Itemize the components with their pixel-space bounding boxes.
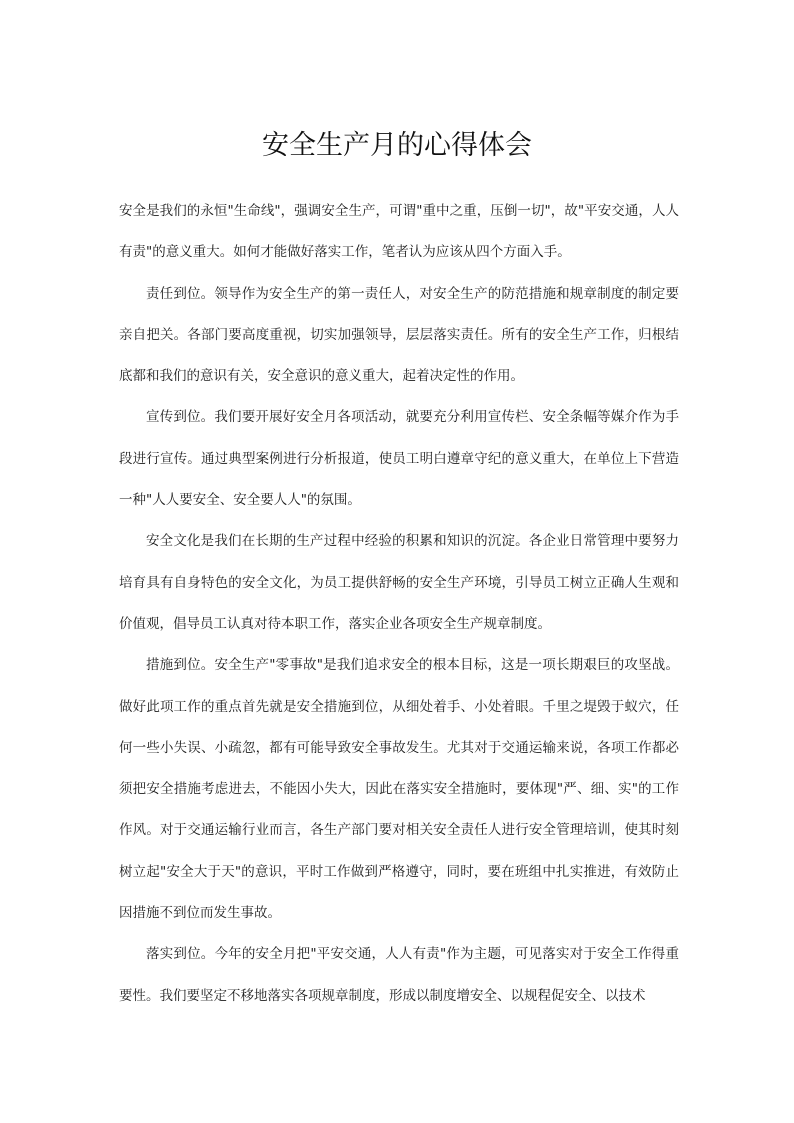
paragraph-measures: 措施到位。安全生产"零事故"是我们追求安全的根本目标，这是一项长期艰巨的攻坚战。做好此项工作的重点首先就是安全措施到位，从细处着手、小处着眼。千里之堤毁于蚁穴，任何一些小失误、小疏忽，都有可能导致安全事故发生。尤其对于交通运输来说，各项工作都必须把安全措施考虑进去，不能因小失大，因此在落实安全措施时，要体现"严、细、实"的工作作风。对于交通运输行业而言，各生产部门要对相关安全责任人进行安全管理培训，使其时刻树立起"安全大于天"的意识，平时工作做到严格遵守，同时，要在班组中扎实推进，有效防止因措施不到位而发生事故。 [119,657,679,922]
paragraph-responsibility: 责任到位。领导作为安全生产的第一责任人，对安全生产的防范措施和规章制度的制定要亲自把关。各部门要高度重视，切实加强领导，层层落实责任。所有的安全生产工作，归根结底都和我们的意识有关，安全意识的意义重大，起着决定性的作用。 [119,285,679,385]
document-body [119,191,679,1017]
paragraph-publicity: 宣传到位。我们要开展好安全月各项活动，就要充分利用宣传栏、安全条幅等媒介作为手段进行宣传。通过典型案例进行分析报道，使员工明白遵章守纪的意义重大，在单位上下营造一种"人人要安全、安全要人人"的氛围。 [119,409,679,509]
paragraph-implementation: 落实到位。今年的安全月把"平安交通，人人有责"作为主题，可见落实对于安全工作得重要性。我们要坚定不移地落实各项规章制度，形成以制度增安全、以规程促安全、以技术 [119,946,679,1004]
document-title: 安全生产月的心得体会 [262,130,532,161]
paragraph-safety-culture: 安全文化是我们在长期的生产过程中经验的积累和知识的沉淀。各企业日常管理中要努力培育具有自身特色的安全文化，为员工提供舒畅的安全生产环境，引导员工树立正确人生观和价值观，倡导员工认真对待本职工作，落实企业各项安全生产规章制度。 [119,533,679,632]
paragraph-intro: 安全是我们的永恒"生命线"，强调安全生产，可谓"重中之重，压倒一切"，故"平安交通，人人有责"的意义重大。如何才能做好落实工作，笔者认为应该从四个方面入手。 [119,203,679,261]
